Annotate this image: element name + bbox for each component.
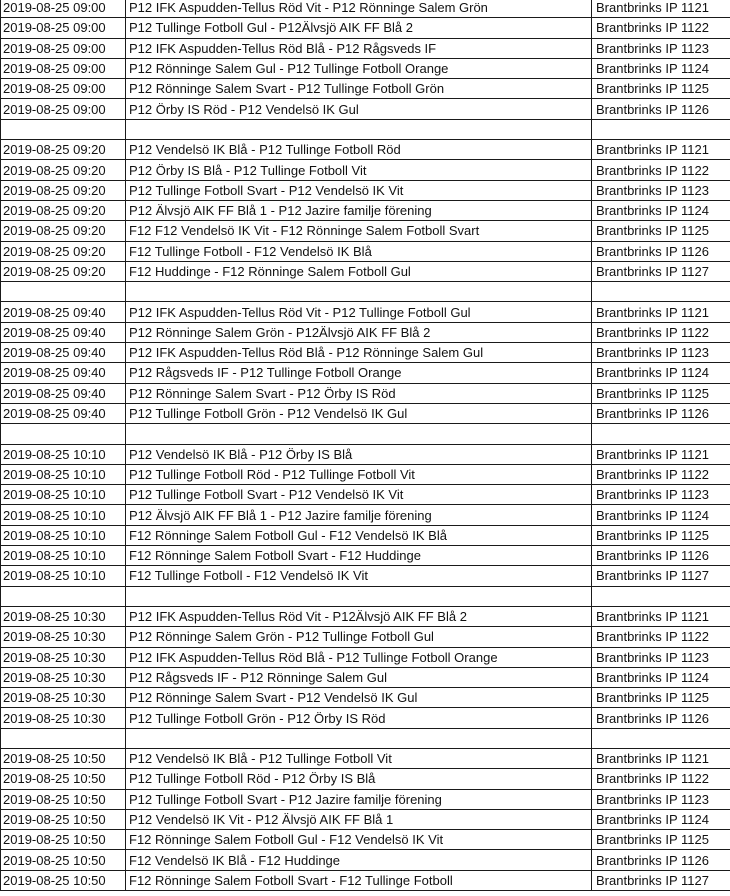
match-cell: F12 Rönninge Salem Fotboll Svart - F12 Huddinge xyxy=(126,546,592,566)
match-cell: P12 Örby IS Blå - P12 Tullinge Fotboll Vit xyxy=(126,160,592,180)
venue-cell: Brantbrinks IP 1121 xyxy=(592,444,730,464)
venue-cell: Brantbrinks IP 1124 xyxy=(592,363,730,383)
table-row xyxy=(1,789,730,809)
time-cell: 2019-08-25 10:30 xyxy=(1,688,126,708)
table-row xyxy=(1,485,730,505)
match-cell: P12 Tullinge Fotboll Svart - P12 Vendelsö IK Vit xyxy=(126,485,592,505)
table-row xyxy=(1,850,730,870)
time-cell: 2019-08-25 09:00 xyxy=(1,0,126,18)
venue-cell xyxy=(592,728,730,748)
match-cell: P12 Rönninge Salem Svart - P12 Tullinge Fotboll Grön xyxy=(126,79,592,99)
venue-cell: Brantbrinks IP 1122 xyxy=(592,18,730,38)
venue-cell: Brantbrinks IP 1123 xyxy=(592,789,730,809)
time-cell: 2019-08-25 10:30 xyxy=(1,606,126,626)
table-row xyxy=(1,525,730,545)
time-cell: 2019-08-25 09:40 xyxy=(1,363,126,383)
spacer-row xyxy=(1,119,730,139)
venue-cell: Brantbrinks IP 1122 xyxy=(592,627,730,647)
match-cell: P12 Vendelsö IK Blå - P12 Örby IS Blå xyxy=(126,444,592,464)
time-cell: 2019-08-25 10:50 xyxy=(1,748,126,768)
match-cell: P12 Rönninge Salem Grön - P12Älvsjö AIK FF Blå 2 xyxy=(126,322,592,342)
time-cell: 2019-08-25 10:30 xyxy=(1,627,126,647)
time-cell: 2019-08-25 10:50 xyxy=(1,850,126,870)
venue-cell: Brantbrinks IP 1125 xyxy=(592,688,730,708)
time-cell: 2019-08-25 10:10 xyxy=(1,464,126,484)
table-row xyxy=(1,58,730,78)
time-cell: 2019-08-25 09:20 xyxy=(1,261,126,281)
venue-cell: Brantbrinks IP 1127 xyxy=(592,566,730,586)
match-cell: P12 IFK Aspudden-Tellus Röd Vit - P12Älvsjö AIK FF Blå 2 xyxy=(126,606,592,626)
match-cell: F12 Tullinge Fotboll - F12 Vendelsö IK Blå xyxy=(126,241,592,261)
spacer-row xyxy=(1,728,730,748)
time-cell: 2019-08-25 10:50 xyxy=(1,789,126,809)
venue-cell: Brantbrinks IP 1126 xyxy=(592,99,730,119)
time-cell: 2019-08-25 09:40 xyxy=(1,302,126,322)
venue-cell: Brantbrinks IP 1123 xyxy=(592,38,730,58)
venue-cell: Brantbrinks IP 1126 xyxy=(592,241,730,261)
match-cell: F12 Huddinge - F12 Rönninge Salem Fotboll Gul xyxy=(126,261,592,281)
venue-cell: Brantbrinks IP 1127 xyxy=(592,870,730,890)
table-row xyxy=(1,444,730,464)
time-cell: 2019-08-25 10:50 xyxy=(1,769,126,789)
match-cell: F12 F12 Vendelsö IK Vit - F12 Rönninge Salem Fotboll Svart xyxy=(126,221,592,241)
venue-cell: Brantbrinks IP 1127 xyxy=(592,261,730,281)
venue-cell: Brantbrinks IP 1126 xyxy=(592,546,730,566)
venue-cell: Brantbrinks IP 1125 xyxy=(592,525,730,545)
spacer-row xyxy=(1,282,730,302)
match-cell: P12 Rönninge Salem Gul - P12 Tullinge Fotboll Orange xyxy=(126,58,592,78)
table-row xyxy=(1,140,730,160)
venue-cell: Brantbrinks IP 1125 xyxy=(592,383,730,403)
table-row xyxy=(1,464,730,484)
table-row xyxy=(1,830,730,850)
time-cell: 2019-08-25 10:10 xyxy=(1,505,126,525)
table-row xyxy=(1,18,730,38)
venue-cell: Brantbrinks IP 1123 xyxy=(592,647,730,667)
table-row xyxy=(1,261,730,281)
venue-cell: Brantbrinks IP 1125 xyxy=(592,221,730,241)
time-cell: 2019-08-25 09:20 xyxy=(1,221,126,241)
match-cell: P12 Tullinge Fotboll Grön - P12 Örby IS Röd xyxy=(126,708,592,728)
table-row xyxy=(1,221,730,241)
time-cell: 2019-08-25 09:40 xyxy=(1,383,126,403)
time-cell: 2019-08-25 10:10 xyxy=(1,546,126,566)
time-cell xyxy=(1,424,126,444)
time-cell: 2019-08-25 09:00 xyxy=(1,58,126,78)
time-cell: 2019-08-25 10:10 xyxy=(1,485,126,505)
time-cell: 2019-08-25 10:30 xyxy=(1,667,126,687)
spacer-row xyxy=(1,424,730,444)
table-row xyxy=(1,688,730,708)
time-cell: 2019-08-25 10:50 xyxy=(1,809,126,829)
match-cell: P12 Tullinge Fotboll Röd - P12 Tullinge Fotboll Vit xyxy=(126,464,592,484)
match-cell: P12 Vendelsö IK Vit - P12 Älvsjö AIK FF Blå 1 xyxy=(126,809,592,829)
match-cell: P12 IFK Aspudden-Tellus Röd Blå - P12 Tullinge Fotboll Orange xyxy=(126,647,592,667)
venue-cell: Brantbrinks IP 1121 xyxy=(592,0,730,18)
table-row xyxy=(1,79,730,99)
match-cell: P12 Tullinge Fotboll Grön - P12 Vendelsö IK Gul xyxy=(126,403,592,423)
match-cell: F12 Rönninge Salem Fotboll Gul - F12 Vendelsö IK Vit xyxy=(126,830,592,850)
table-row xyxy=(1,708,730,728)
table-row xyxy=(1,343,730,363)
time-cell: 2019-08-25 09:00 xyxy=(1,18,126,38)
match-cell: P12 Tullinge Fotboll Svart - P12 Vendelsö IK Vit xyxy=(126,180,592,200)
table-row xyxy=(1,546,730,566)
time-cell: 2019-08-25 10:10 xyxy=(1,566,126,586)
time-cell: 2019-08-25 09:00 xyxy=(1,38,126,58)
match-cell: P12 Älvsjö AIK FF Blå 1 - P12 Jazire familje förening xyxy=(126,200,592,220)
time-cell: 2019-08-25 09:00 xyxy=(1,99,126,119)
venue-cell: Brantbrinks IP 1122 xyxy=(592,769,730,789)
match-cell: P12 Rågsveds IF - P12 Tullinge Fotboll Orange xyxy=(126,363,592,383)
time-cell: 2019-08-25 09:40 xyxy=(1,343,126,363)
venue-cell: Brantbrinks IP 1124 xyxy=(592,505,730,525)
table-row xyxy=(1,302,730,322)
match-cell: P12 Örby IS Röd - P12 Vendelsö IK Gul xyxy=(126,99,592,119)
match-cell: F12 Rönninge Salem Fotboll Svart - F12 Tullinge Fotboll xyxy=(126,870,592,890)
venue-cell: Brantbrinks IP 1123 xyxy=(592,343,730,363)
table-row xyxy=(1,870,730,890)
table-row xyxy=(1,667,730,687)
table-row xyxy=(1,748,730,768)
match-cell: P12 Rönninge Salem Grön - P12 Tullinge Fotboll Gul xyxy=(126,627,592,647)
table-row xyxy=(1,505,730,525)
venue-cell: Brantbrinks IP 1123 xyxy=(592,180,730,200)
table-row xyxy=(1,99,730,119)
match-cell xyxy=(126,728,592,748)
spacer-row xyxy=(1,586,730,606)
match-cell xyxy=(126,119,592,139)
time-cell xyxy=(1,119,126,139)
time-cell: 2019-08-25 10:30 xyxy=(1,708,126,728)
venue-cell: Brantbrinks IP 1124 xyxy=(592,809,730,829)
table-row xyxy=(1,383,730,403)
match-cell: P12 Tullinge Fotboll Röd - P12 Örby IS Blå xyxy=(126,769,592,789)
match-cell: P12 Tullinge Fotboll Svart - P12 Jazire familje förening xyxy=(126,789,592,809)
table-row xyxy=(1,200,730,220)
table-row xyxy=(1,0,730,18)
time-cell: 2019-08-25 10:10 xyxy=(1,525,126,545)
schedule-body xyxy=(1,0,730,891)
table-row xyxy=(1,769,730,789)
venue-cell: Brantbrinks IP 1126 xyxy=(592,850,730,870)
match-cell xyxy=(126,424,592,444)
time-cell: 2019-08-25 10:50 xyxy=(1,870,126,890)
match-cell: F12 Tullinge Fotboll - F12 Vendelsö IK Vit xyxy=(126,566,592,586)
match-cell: P12 IFK Aspudden-Tellus Röd Vit - P12 Tullinge Fotboll Gul xyxy=(126,302,592,322)
venue-cell: Brantbrinks IP 1124 xyxy=(592,200,730,220)
match-cell: P12 Vendelsö IK Blå - P12 Tullinge Fotboll Vit xyxy=(126,748,592,768)
venue-cell: Brantbrinks IP 1124 xyxy=(592,667,730,687)
time-cell: 2019-08-25 09:20 xyxy=(1,241,126,261)
table-row xyxy=(1,647,730,667)
venue-cell: Brantbrinks IP 1122 xyxy=(592,160,730,180)
venue-cell: Brantbrinks IP 1123 xyxy=(592,485,730,505)
time-cell: 2019-08-25 10:50 xyxy=(1,830,126,850)
venue-cell xyxy=(592,586,730,606)
table-row xyxy=(1,403,730,423)
time-cell: 2019-08-25 09:20 xyxy=(1,180,126,200)
table-row xyxy=(1,160,730,180)
venue-cell: Brantbrinks IP 1121 xyxy=(592,748,730,768)
venue-cell: Brantbrinks IP 1126 xyxy=(592,708,730,728)
table-row xyxy=(1,322,730,342)
match-cell: F12 Rönninge Salem Fotboll Gul - F12 Vendelsö IK Blå xyxy=(126,525,592,545)
venue-cell: Brantbrinks IP 1121 xyxy=(592,302,730,322)
time-cell: 2019-08-25 09:20 xyxy=(1,160,126,180)
match-cell: F12 Vendelsö IK Blå - F12 Huddinge xyxy=(126,850,592,870)
match-cell: P12 IFK Aspudden-Tellus Röd Blå - P12 Rågsveds IF xyxy=(126,38,592,58)
match-cell: P12 Rönninge Salem Svart - P12 Örby IS Röd xyxy=(126,383,592,403)
time-cell: 2019-08-25 09:40 xyxy=(1,403,126,423)
match-cell: P12 Rågsveds IF - P12 Rönninge Salem Gul xyxy=(126,667,592,687)
match-cell: P12 Rönninge Salem Svart - P12 Vendelsö IK Gul xyxy=(126,688,592,708)
table-row xyxy=(1,363,730,383)
time-cell: 2019-08-25 10:10 xyxy=(1,444,126,464)
venue-cell: Brantbrinks IP 1124 xyxy=(592,58,730,78)
match-cell xyxy=(126,586,592,606)
time-cell xyxy=(1,586,126,606)
match-cell: P12 Vendelsö IK Blå - P12 Tullinge Fotboll Röd xyxy=(126,140,592,160)
time-cell: 2019-08-25 10:30 xyxy=(1,647,126,667)
venue-cell: Brantbrinks IP 1121 xyxy=(592,606,730,626)
venue-cell: Brantbrinks IP 1122 xyxy=(592,464,730,484)
match-cell: P12 IFK Aspudden-Tellus Röd Vit - P12 Rönninge Salem Grön xyxy=(126,0,592,18)
match-cell: P12 Tullinge Fotboll Gul - P12Älvsjö AIK FF Blå 2 xyxy=(126,18,592,38)
venue-cell: Brantbrinks IP 1126 xyxy=(592,403,730,423)
time-cell xyxy=(1,282,126,302)
venue-cell: Brantbrinks IP 1125 xyxy=(592,830,730,850)
table-row xyxy=(1,38,730,58)
venue-cell: Brantbrinks IP 1121 xyxy=(592,140,730,160)
time-cell: 2019-08-25 09:40 xyxy=(1,322,126,342)
match-cell: P12 IFK Aspudden-Tellus Röd Blå - P12 Rönninge Salem Gul xyxy=(126,343,592,363)
match-cell xyxy=(126,282,592,302)
time-cell xyxy=(1,728,126,748)
time-cell: 2019-08-25 09:20 xyxy=(1,200,126,220)
table-row xyxy=(1,809,730,829)
table-row xyxy=(1,566,730,586)
venue-cell xyxy=(592,282,730,302)
table-row xyxy=(1,606,730,626)
match-cell: P12 Älvsjö AIK FF Blå 1 - P12 Jazire familje förening xyxy=(126,505,592,525)
table-row xyxy=(1,180,730,200)
time-cell: 2019-08-25 09:00 xyxy=(1,79,126,99)
venue-cell: Brantbrinks IP 1125 xyxy=(592,79,730,99)
table-row xyxy=(1,241,730,261)
venue-cell xyxy=(592,424,730,444)
table-row xyxy=(1,627,730,647)
time-cell: 2019-08-25 09:20 xyxy=(1,140,126,160)
venue-cell: Brantbrinks IP 1122 xyxy=(592,322,730,342)
venue-cell xyxy=(592,119,730,139)
